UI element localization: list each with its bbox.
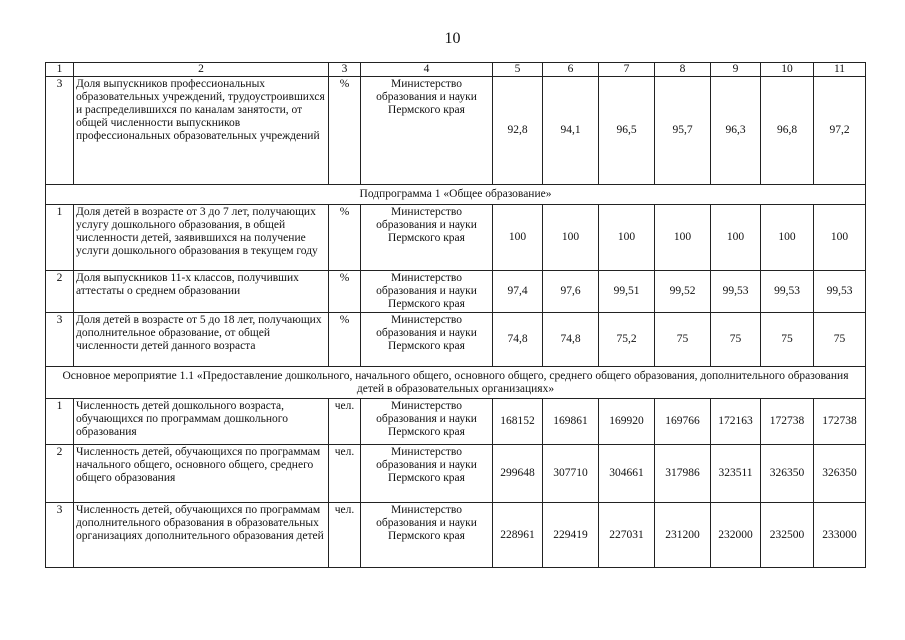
responsible-executor: Министерство образования и науки Пермского края — [361, 503, 493, 568]
indicator-name: Доля выпускников профессиональных образовательных учреждений, трудоустроившихся и распределившихся по каналам занятости, от общей численности выпускников профессиональных образовательных учреждений — [74, 77, 329, 185]
indicator-value: 172738 — [761, 399, 814, 445]
indicator-value: 97,4 — [493, 271, 543, 313]
row-number: 1 — [46, 399, 74, 445]
indicator-value: 100 — [543, 205, 599, 271]
indicator-value: 94,1 — [543, 77, 599, 185]
table-row — [46, 271, 866, 313]
table-row — [46, 313, 866, 367]
indicator-value: 227031 — [599, 503, 655, 568]
table-body — [46, 63, 866, 568]
indicator-value: 96,8 — [761, 77, 814, 185]
indicator-value: 172738 — [814, 399, 866, 445]
column-header: 2 — [74, 63, 329, 77]
column-header: 1 — [46, 63, 74, 77]
indicator-value: 307710 — [543, 445, 599, 503]
row-number: 1 — [46, 205, 74, 271]
indicator-name: Численность детей, обучающихся по программам начального общего, основного общего, среднего общего образования — [74, 445, 329, 503]
responsible-executor: Министерство образования и науки Пермского края — [361, 399, 493, 445]
indicator-value: 317986 — [655, 445, 711, 503]
responsible-executor: Министерство образования и науки Пермского края — [361, 271, 493, 313]
indicator-value: 95,7 — [655, 77, 711, 185]
column-header: 4 — [361, 63, 493, 77]
row-number: 3 — [46, 503, 74, 568]
unit-of-measure: чел. — [329, 445, 361, 503]
page-number: 10 — [444, 30, 461, 47]
indicator-name: Численность детей, обучающихся по программам дополнительного образования в образовательных организациях дополнительного образования детей — [74, 503, 329, 568]
indicator-name: Доля детей в возрасте от 5 до 18 лет, получающих дополнительное образование, от общей численности детей данного возраста — [74, 313, 329, 367]
unit-of-measure: % — [329, 205, 361, 271]
indicator-value: 100 — [493, 205, 543, 271]
indicator-value: 92,8 — [493, 77, 543, 185]
responsible-executor: Министерство образования и науки Пермского края — [361, 445, 493, 503]
indicator-value: 172163 — [711, 399, 761, 445]
table-row — [46, 77, 866, 185]
indicator-name: Численность детей дошкольного возраста, обучающихся по программам дошкольного образования — [74, 399, 329, 445]
unit-of-measure: чел. — [329, 503, 361, 568]
table-header-row — [46, 63, 866, 77]
indicator-value: 74,8 — [493, 313, 543, 367]
indicator-value: 233000 — [814, 503, 866, 568]
indicator-value: 169861 — [543, 399, 599, 445]
indicator-value: 299648 — [493, 445, 543, 503]
indicator-value: 304661 — [599, 445, 655, 503]
indicator-value: 96,3 — [711, 77, 761, 185]
responsible-executor: Министерство образования и науки Пермского края — [361, 205, 493, 271]
indicator-value: 229419 — [543, 503, 599, 568]
table-row — [46, 399, 866, 445]
indicator-value: 99,53 — [814, 271, 866, 313]
indicator-value: 232500 — [761, 503, 814, 568]
indicator-value: 75 — [761, 313, 814, 367]
indicator-value: 74,8 — [543, 313, 599, 367]
indicator-value: 169766 — [655, 399, 711, 445]
responsible-executor: Министерство образования и науки Пермского края — [361, 77, 493, 185]
indicator-value: 100 — [761, 205, 814, 271]
indicator-value: 97,2 — [814, 77, 866, 185]
indicator-value: 232000 — [711, 503, 761, 568]
row-number: 3 — [46, 77, 74, 185]
indicator-value: 228961 — [493, 503, 543, 568]
column-header: 7 — [599, 63, 655, 77]
indicator-value: 75,2 — [599, 313, 655, 367]
column-header: 10 — [761, 63, 814, 77]
row-number: 2 — [46, 445, 74, 503]
indicator-value: 75 — [711, 313, 761, 367]
unit-of-measure: чел. — [329, 399, 361, 445]
section-row — [46, 185, 866, 205]
unit-of-measure: % — [329, 271, 361, 313]
indicator-name: Доля выпускников 11-х классов, получивших аттестаты о среднем образовании — [74, 271, 329, 313]
indicator-value: 100 — [655, 205, 711, 271]
indicator-value: 168152 — [493, 399, 543, 445]
indicator-value: 169920 — [599, 399, 655, 445]
indicator-value: 97,6 — [543, 271, 599, 313]
unit-of-measure: % — [329, 77, 361, 185]
section-row — [46, 367, 866, 399]
indicator-value: 100 — [711, 205, 761, 271]
indicator-value: 99,51 — [599, 271, 655, 313]
indicator-value: 99,52 — [655, 271, 711, 313]
column-header: 9 — [711, 63, 761, 77]
responsible-executor: Министерство образования и науки Пермского края — [361, 313, 493, 367]
indicator-value: 100 — [814, 205, 866, 271]
column-header: 3 — [329, 63, 361, 77]
row-number: 3 — [46, 313, 74, 367]
unit-of-measure: % — [329, 313, 361, 367]
table-row — [46, 205, 866, 271]
table-row — [46, 445, 866, 503]
column-header: 11 — [814, 63, 866, 77]
indicator-value: 100 — [599, 205, 655, 271]
indicator-value: 99,53 — [761, 271, 814, 313]
indicators-table — [45, 62, 866, 568]
column-header: 5 — [493, 63, 543, 77]
indicator-value: 231200 — [655, 503, 711, 568]
indicator-value: 326350 — [761, 445, 814, 503]
section-title: Основное мероприятие 1.1 «Предоставление дошкольного, начального общего, основного общего, среднего общего образования, дополнительного образования детей в образовательных организациях» — [46, 367, 866, 399]
column-header: 8 — [655, 63, 711, 77]
indicator-value: 75 — [814, 313, 866, 367]
indicator-value: 99,53 — [711, 271, 761, 313]
indicator-value: 326350 — [814, 445, 866, 503]
indicator-value: 96,5 — [599, 77, 655, 185]
section-title: Подпрограмма 1 «Общее образование» — [46, 185, 866, 205]
indicator-name: Доля детей в возрасте от 3 до 7 лет, получающих услугу дошкольного образования, в общей численности детей, заявившихся на получение услуги дошкольного образования в текущем году — [74, 205, 329, 271]
indicator-value: 75 — [655, 313, 711, 367]
row-number: 2 — [46, 271, 74, 313]
indicator-value: 323511 — [711, 445, 761, 503]
column-header: 6 — [543, 63, 599, 77]
table-row — [46, 503, 866, 568]
